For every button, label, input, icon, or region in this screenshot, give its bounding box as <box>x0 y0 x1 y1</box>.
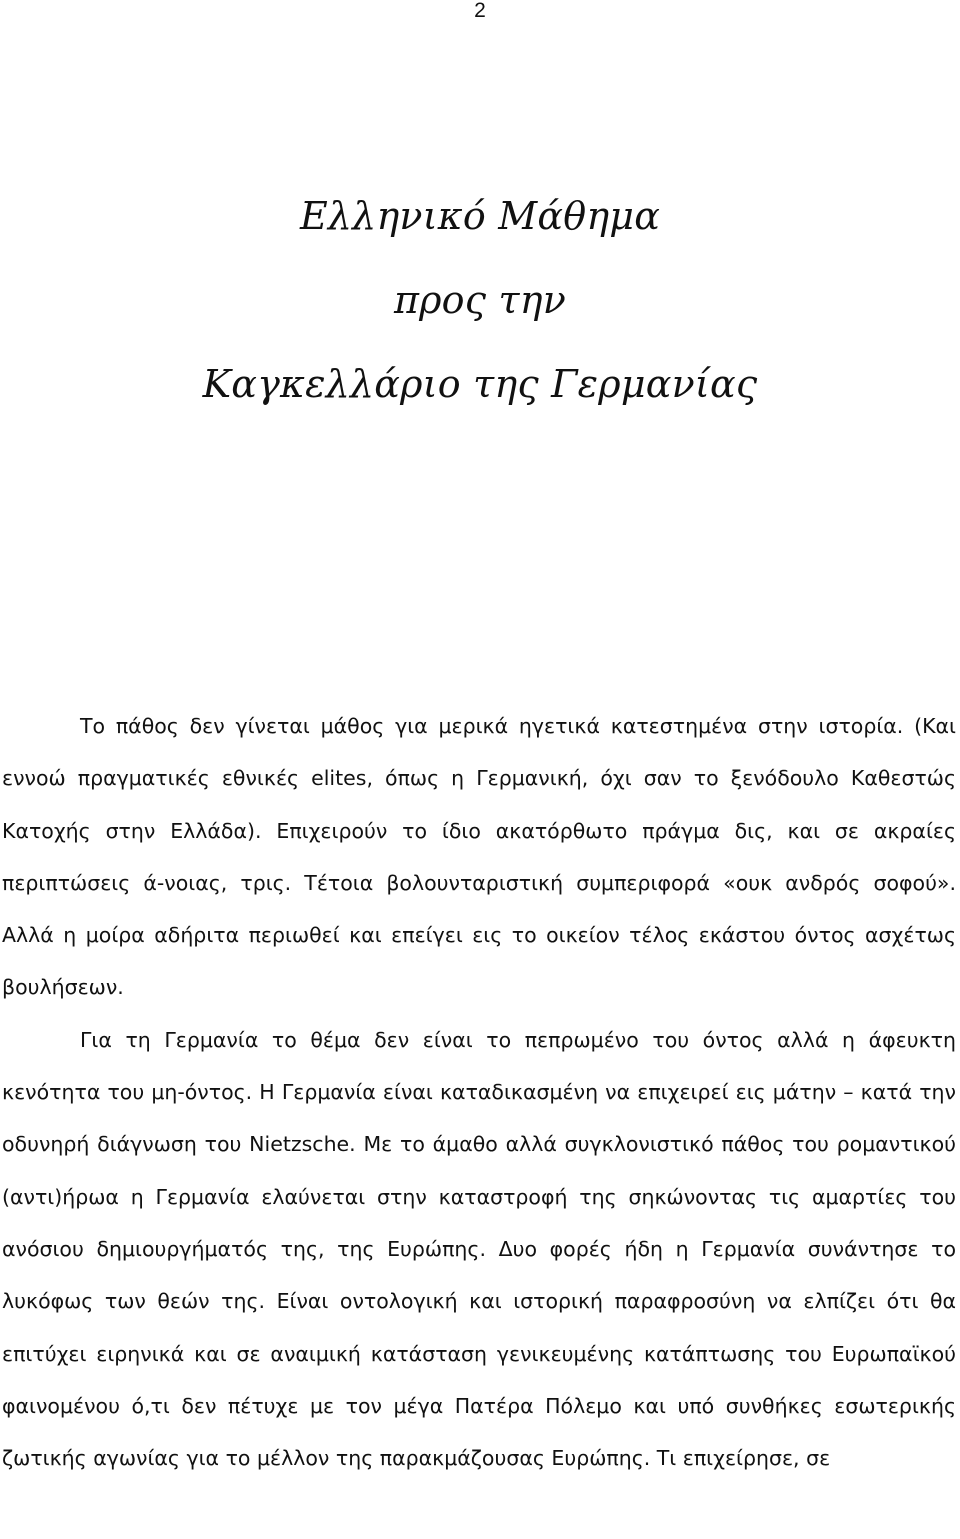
title-line-2: προς την <box>393 278 567 322</box>
paragraph-1: Το πάθος δεν γίνεται μάθος για μερικά ηγετικά κατεστημένα στην ιστορία. (Και εννοώ πραγματικές εθνικές elites, όπως η Γερμανική, όχι σαν το ξενόδουλο Καθεστώς Κατοχής στην Ελλάδα). Επιχειρούν το ίδιο ακατόρθωτο πράγμα δις, και σε ακραίες περιπτώσεις ά-νοιας, τρις. Τέτοια βολουνταριστική συμπεριφορά «ουκ ανδρός σοφού». Αλλά η μοίρα αδήριτα περιωθεί και επείγει εις το οικείον τέλος εκάστου όντος ασχέτως βουλήσεων. <box>2 714 956 1000</box>
paragraph-2: Για τη Γερμανία το θέμα δεν είναι το πεπρωμένο του όντος αλλά η άφευκτη κενότητα του μη-όντος. Η Γερμανία είναι καταδικασμένη να επιχειρεί εις μάτην – κατά την οδυνηρή διάγνωση του Nietzsche. Με το άμαθο αλλά συγκλονιστικό πάθος του ρομαντικού (αντι)ήρωα η Γερμανία ελαύνεται στην καταστροφή της σηκώνοντας τις αμαρτίες του ανόσιου δημιουργήματός της, της Ευρώπης. Δυο φορές ήδη η Γερμανία συνάντησε το λυκόφως των θεών της. Είναι οντολογική και ιστορική παραφροσύνη να ελπίζει ότι θα επιτύχει ειρηνικά και σε αναιμική κατάσταση γενικευμένης κατάπτωσης του Ευρωπαϊκού φαινομένου ό,τι δεν πέτυχε με τον μέγα Πατέρα Πόλεμο και υπό συνθήκες εσωτερικής ζωτικής αγωνίας για το μέλλον της παρακμάζουσας Ευρώπης. Τι επιχείρησε, σε <box>2 1027 956 1471</box>
page-number: 2 <box>474 0 486 22</box>
document-title <box>0 174 960 426</box>
body-text <box>2 700 956 1484</box>
title-line-3: Καγκελλάριο της Γερμανίας <box>202 362 758 406</box>
title-line-1: Ελληνικό Μάθημα <box>299 194 661 238</box>
